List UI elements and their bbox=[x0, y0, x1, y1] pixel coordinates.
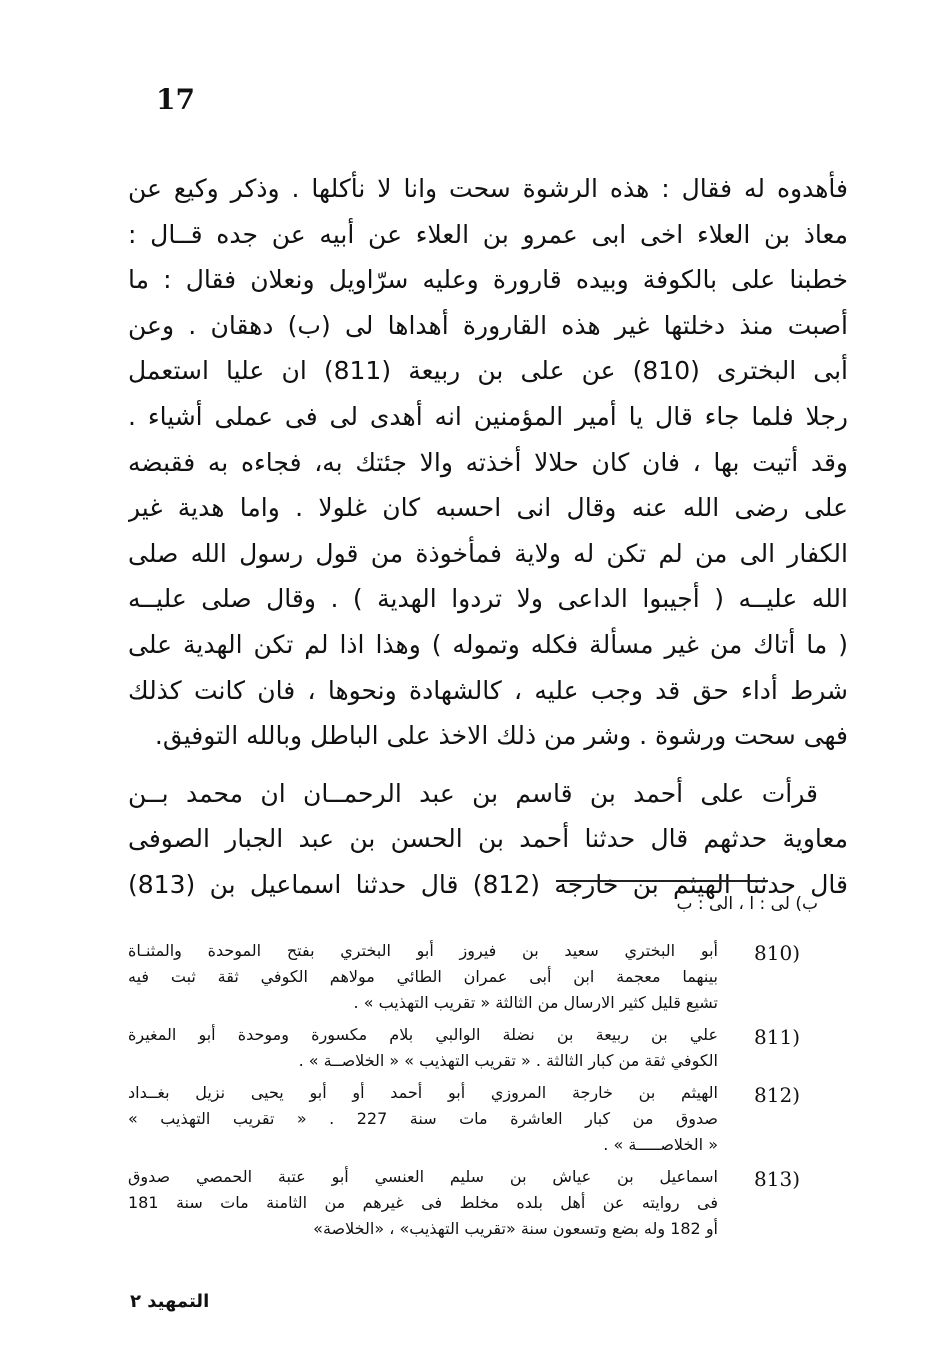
body-line: أصبت منذ دخلتها غير هذه القارورة أهداها لى (ب) دهقان . وعن bbox=[128, 310, 848, 340]
body-line: الكفار الى من لم تكن له ولاية فمأخوذة من قول رسول الله صلى bbox=[128, 538, 848, 568]
footnote-divider bbox=[556, 880, 768, 882]
footnote bbox=[128, 1080, 800, 1158]
footnote-text bbox=[128, 1164, 718, 1242]
footnote-line: الكوفي ثقة من كبار الثالثة . « تقريب التهذيب » « الخلاصــة » . bbox=[298, 1051, 718, 1070]
footnote-text bbox=[128, 938, 718, 1016]
footnote-number: 813) bbox=[754, 1167, 800, 1191]
footnote bbox=[128, 938, 800, 1016]
body-line-hadith: الله عليــه ( أجيبوا الداعى ولا تردوا الهدية ) . وقال صلى عليــه bbox=[128, 584, 848, 614]
body-line-hadith: ( ما أتاك من غير مسألة فكله وتموله ) وهذا اذا لم تكن الهدية على bbox=[128, 629, 848, 659]
page-number: 17 bbox=[156, 83, 195, 116]
paragraph-gap bbox=[128, 759, 848, 771]
footnote-line: « الخلاصـــــة » . bbox=[603, 1135, 718, 1154]
footnote-line: أو 182 وله بضع وتسعون سنة «تقريب التهذيب» ، «الخلاصة» bbox=[313, 1219, 718, 1238]
footnote-line: أبو البختري سعيد بن فيروز أبو البختري بفتح الموحدة والمثنـاة bbox=[128, 941, 718, 960]
variant-note: ب) لى : ا ، الى : ب bbox=[676, 894, 818, 914]
body-line: قال حدثنا الهيثم بن خارجة (812) قال حدثنا اسماعيل بن (813) bbox=[128, 869, 848, 899]
body-line: رجلا فلما جاء قال يا أمير المؤمنين انه أهدى لى فى عملى أشياء . bbox=[128, 401, 848, 431]
signature-mark: التمهيد ٢ bbox=[130, 1291, 210, 1312]
body-line: معاذ بن العلاء اخى ابى عمرو بن العلاء عن أبيه عن جده قــال : bbox=[128, 219, 848, 249]
footnote-number: 810) bbox=[754, 941, 800, 965]
body-line: قرأت على أحمد بن قاسم بن عبد الرحمــان ان محمد بــن bbox=[128, 778, 818, 808]
footnote-number: 812) bbox=[754, 1083, 800, 1107]
body-line: معاوية حدثهم قال حدثنا أحمد بن الحسن بن عبد الجبار الصوفى bbox=[128, 824, 848, 854]
body-line: فهى سحت ورشوة . وشر من ذلك الاخذ على الباطل وبالله التوفيق. bbox=[154, 721, 848, 751]
footnote-line: تشيع قليل كثير الارسال من الثالثة « تقريب التهذيب » . bbox=[353, 993, 718, 1012]
footnote-line: اسماعيل بن عياش بن سليم العنسي أبو عتبة الحمصي صدوق bbox=[128, 1167, 718, 1186]
body-line: شرط أداء حق قد وجب عليه ، كالشهادة ونحوها ، فان كانت كذلك bbox=[128, 675, 848, 705]
footnotes bbox=[128, 938, 800, 1248]
body-line: خطبنا على بالكوفة وبيده قارورة وعليه سرّاويل ونعلان فقال : ما bbox=[128, 265, 848, 295]
footnote-number: 811) bbox=[754, 1025, 800, 1049]
footnote bbox=[128, 1022, 800, 1074]
footnote-line: علي بن ربيعة بن نضلة الوالبي بلام مكسورة وموحدة أبو المغيرة bbox=[128, 1025, 718, 1044]
footnote-text bbox=[128, 1080, 718, 1158]
body-line: وقد أتيت بها ، فان كان حلالا أخذته والا جئتك به، فجاءه به فقبضه bbox=[128, 447, 848, 477]
body-line: فأهدوه له فقال : هذه الرشوة سحت وانا لا نأكلها . وذكر وكيع عن bbox=[128, 174, 848, 203]
footnote-line: بينهما معجمة ابن أبى عمران الطائي مولاهم الكوفي ثقة ثبت فيه bbox=[128, 967, 718, 986]
footnote-line: صدوق من كبار العاشرة مات سنة 227 . « تقريب التهذيب » bbox=[128, 1109, 718, 1128]
body-line: أبى البخترى (810) عن على بن ربيعة (811) ان عليا استعمل bbox=[128, 356, 848, 386]
body-line: على رضى الله عنه وقال انى احسبه كان غلولا . واما هدية غير bbox=[128, 493, 848, 523]
main-text bbox=[128, 166, 848, 908]
footnote bbox=[128, 1164, 800, 1242]
footnote-text bbox=[128, 1022, 718, 1074]
footnote-line: فى روايته عن أهل بلده مخلط فى غيرهم من الثامنة مات سنة 181 bbox=[128, 1193, 718, 1212]
footnote-line: الهيثم بن خارجة المروزي أبو أحمد أو أبو يحيى نزيل بغــداد bbox=[128, 1083, 718, 1102]
